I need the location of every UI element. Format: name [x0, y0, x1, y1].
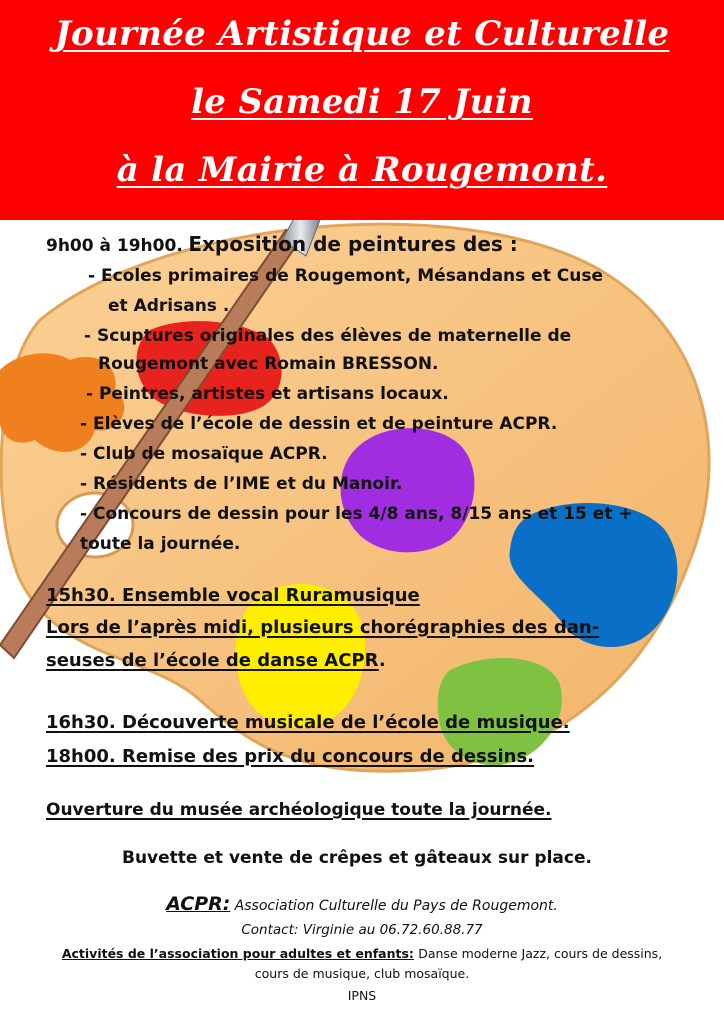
exposition-heading — [46, 232, 518, 256]
title-line-2: le Samedi 17 Juin — [191, 82, 533, 122]
exposition-item: - Ecoles primaires de Rougemont, Mésandans et Cuse — [88, 266, 603, 286]
exposition-item: - Elèves de l’école de dessin et de peinture ACPR. — [80, 414, 558, 434]
title-line-3: à la Mairie à Rougemont. — [116, 150, 608, 190]
activities-line — [0, 946, 724, 962]
activities-list-2: cours de musique, club mosaïque. — [254, 966, 470, 981]
exposition-item: toute la journée. — [80, 534, 241, 554]
program-line-1: 15h30. Ensemble vocal Ruramusique — [46, 585, 420, 606]
exposition-item: - Club de mosaïque ACPR. — [80, 444, 328, 464]
exposition-item: - Peintres, artistes et artisans locaux. — [86, 384, 449, 404]
exposition-time: 9h00 à 19h00. — [46, 236, 183, 256]
exposition-item: Rougemont avec Romain BRESSON. — [98, 354, 439, 374]
acpr-full-name: Association Culturelle du Pays de Rougemont. — [234, 898, 558, 914]
exposition-item: - Concours de dessin pour les 4/8 ans, 8/15 ans et 15 et + — [80, 504, 633, 524]
program-line-5: 18h00. Remise des prix du concours de dessins. — [46, 746, 535, 767]
exposition-item: - Scuptures originales des élèves de maternelle de — [84, 326, 572, 346]
program-line-2: Lors de l’après midi, plusieurs chorégraphies des dan- — [46, 617, 600, 638]
program-line-3: seuses de l’école de danse ACPR. — [46, 650, 386, 671]
museum-line: Ouverture du musée archéologique toute la journée. — [46, 800, 552, 820]
activities-list-1: Danse moderne Jazz, cours de dessins, — [418, 946, 663, 961]
acpr-line — [0, 893, 724, 915]
contact-line: Contact: Virginie au 06.72.60.88.77 — [241, 922, 483, 938]
refreshments-line: Buvette et vente de crêpes et gâteaux sur place. — [122, 848, 592, 868]
exposition-item: et Adrisans . — [108, 296, 230, 316]
exposition-title: Exposition de peintures des : — [188, 232, 518, 256]
program-line-4: 16h30. Découverte musicale de l’école de musique. — [46, 712, 570, 733]
exposition-item: - Résidents de l’IME et du Manoir. — [80, 474, 403, 494]
acpr-label: ACPR: — [166, 893, 231, 915]
activities-label: Activités de l’association pour adultes et enfants: — [61, 946, 414, 961]
title-line-1: Journée Artistique et Culturelle — [54, 14, 670, 54]
ipns-label: IPNS — [347, 988, 377, 1003]
